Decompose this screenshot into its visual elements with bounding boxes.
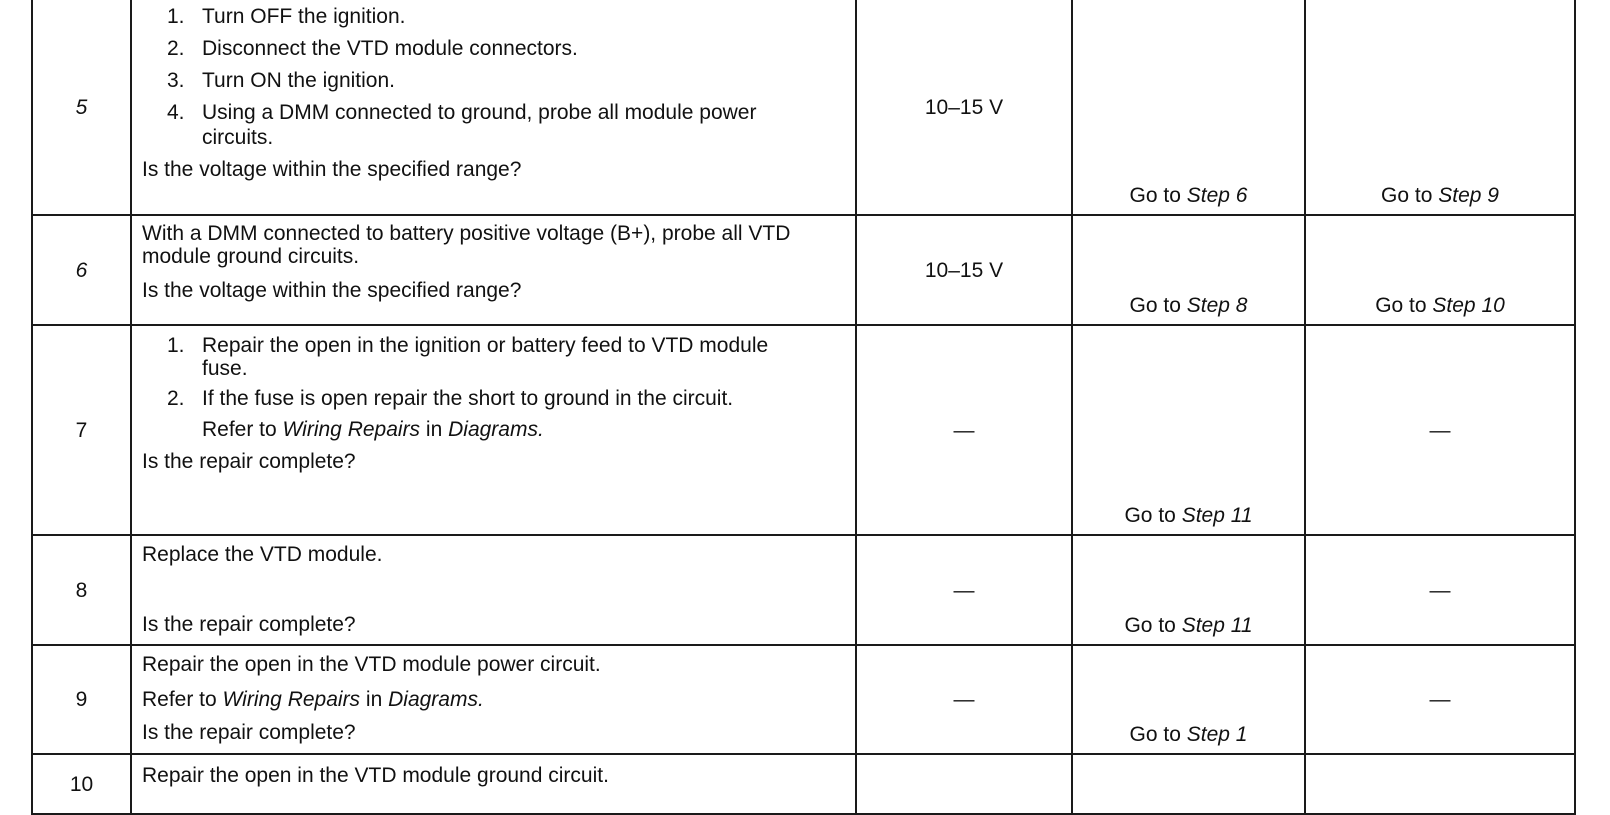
step-action [131, 325, 856, 535]
list-item: 3. Turn ON the ignition. [167, 69, 395, 92]
step-yes-action: Go to Step 11 [1072, 535, 1305, 645]
step-action [131, 535, 856, 645]
step-no-action: — [1305, 645, 1575, 754]
step-instruction: Repair the open in the VTD module power circuit. [142, 653, 601, 676]
step-question: Is the repair complete? [142, 613, 356, 636]
step-value [856, 754, 1072, 814]
step-number: 10 [32, 754, 131, 814]
list-item: 1. Repair the open in the ignition or battery feed to VTD module fuse. [167, 334, 769, 380]
step-no-action [1305, 754, 1575, 814]
step-number: 9 [32, 645, 131, 754]
step-row-5 [32, 0, 1575, 215]
step-row-10 [32, 754, 1575, 814]
step-action [131, 215, 856, 325]
step-instruction: Repair the open in the VTD module ground circuit. [142, 764, 609, 787]
step-yes-action: Go to Step 1 [1072, 645, 1305, 754]
step-action [131, 645, 856, 754]
step-value: — [856, 325, 1072, 535]
step-reference: Refer to Wiring Repairs in Diagrams. [202, 418, 544, 441]
step-value: — [856, 535, 1072, 645]
step-row-7 [32, 325, 1575, 535]
step-no-action: Go to Step 10 [1305, 215, 1575, 325]
step-question: Is the repair complete? [142, 721, 356, 744]
step-yes-action [1072, 754, 1305, 814]
step-row-8 [32, 535, 1575, 645]
step-number: 6 [32, 215, 131, 325]
list-item: 4. Using a DMM connected to ground, probe all module power circuits. [167, 101, 757, 149]
step-list [142, 334, 845, 410]
step-no-action: — [1305, 535, 1575, 645]
step-reference: Refer to Wiring Repairs in Diagrams. [142, 688, 484, 711]
list-item: 2. Disconnect the VTD module connectors. [167, 37, 578, 60]
step-instruction: Replace the VTD module. [142, 543, 383, 566]
list-item: 1. Turn OFF the ignition. [167, 5, 406, 28]
step-no-action: Go to Step 9 [1305, 0, 1575, 215]
step-yes-action: Go to Step 11 [1072, 325, 1305, 535]
step-number: 8 [32, 535, 131, 645]
step-number: 5 [32, 0, 131, 215]
step-row-9 [32, 645, 1575, 754]
step-number: 7 [32, 325, 131, 535]
step-question: Is the repair complete? [142, 450, 356, 473]
step-instruction: With a DMM connected to battery positive voltage (B+), probe all VTD module ground circuits. [142, 222, 791, 268]
step-action [131, 0, 856, 215]
step-yes-action: Go to Step 8 [1072, 215, 1305, 325]
step-list [142, 4, 845, 150]
step-question: Is the voltage within the specified range? [142, 158, 522, 181]
step-no-action: — [1305, 325, 1575, 535]
step-action [131, 754, 856, 814]
step-value: — [856, 645, 1072, 754]
step-yes-action: Go to Step 6 [1072, 0, 1305, 215]
step-value: 10–15 V [856, 215, 1072, 325]
list-item: 2. If the fuse is open repair the short to ground in the circuit. [167, 387, 734, 410]
step-row-6 [32, 215, 1575, 325]
step-question: Is the voltage within the specified range? [142, 279, 522, 302]
diagnostic-steps-table [31, 0, 1576, 815]
step-value: 10–15 V [856, 0, 1072, 215]
